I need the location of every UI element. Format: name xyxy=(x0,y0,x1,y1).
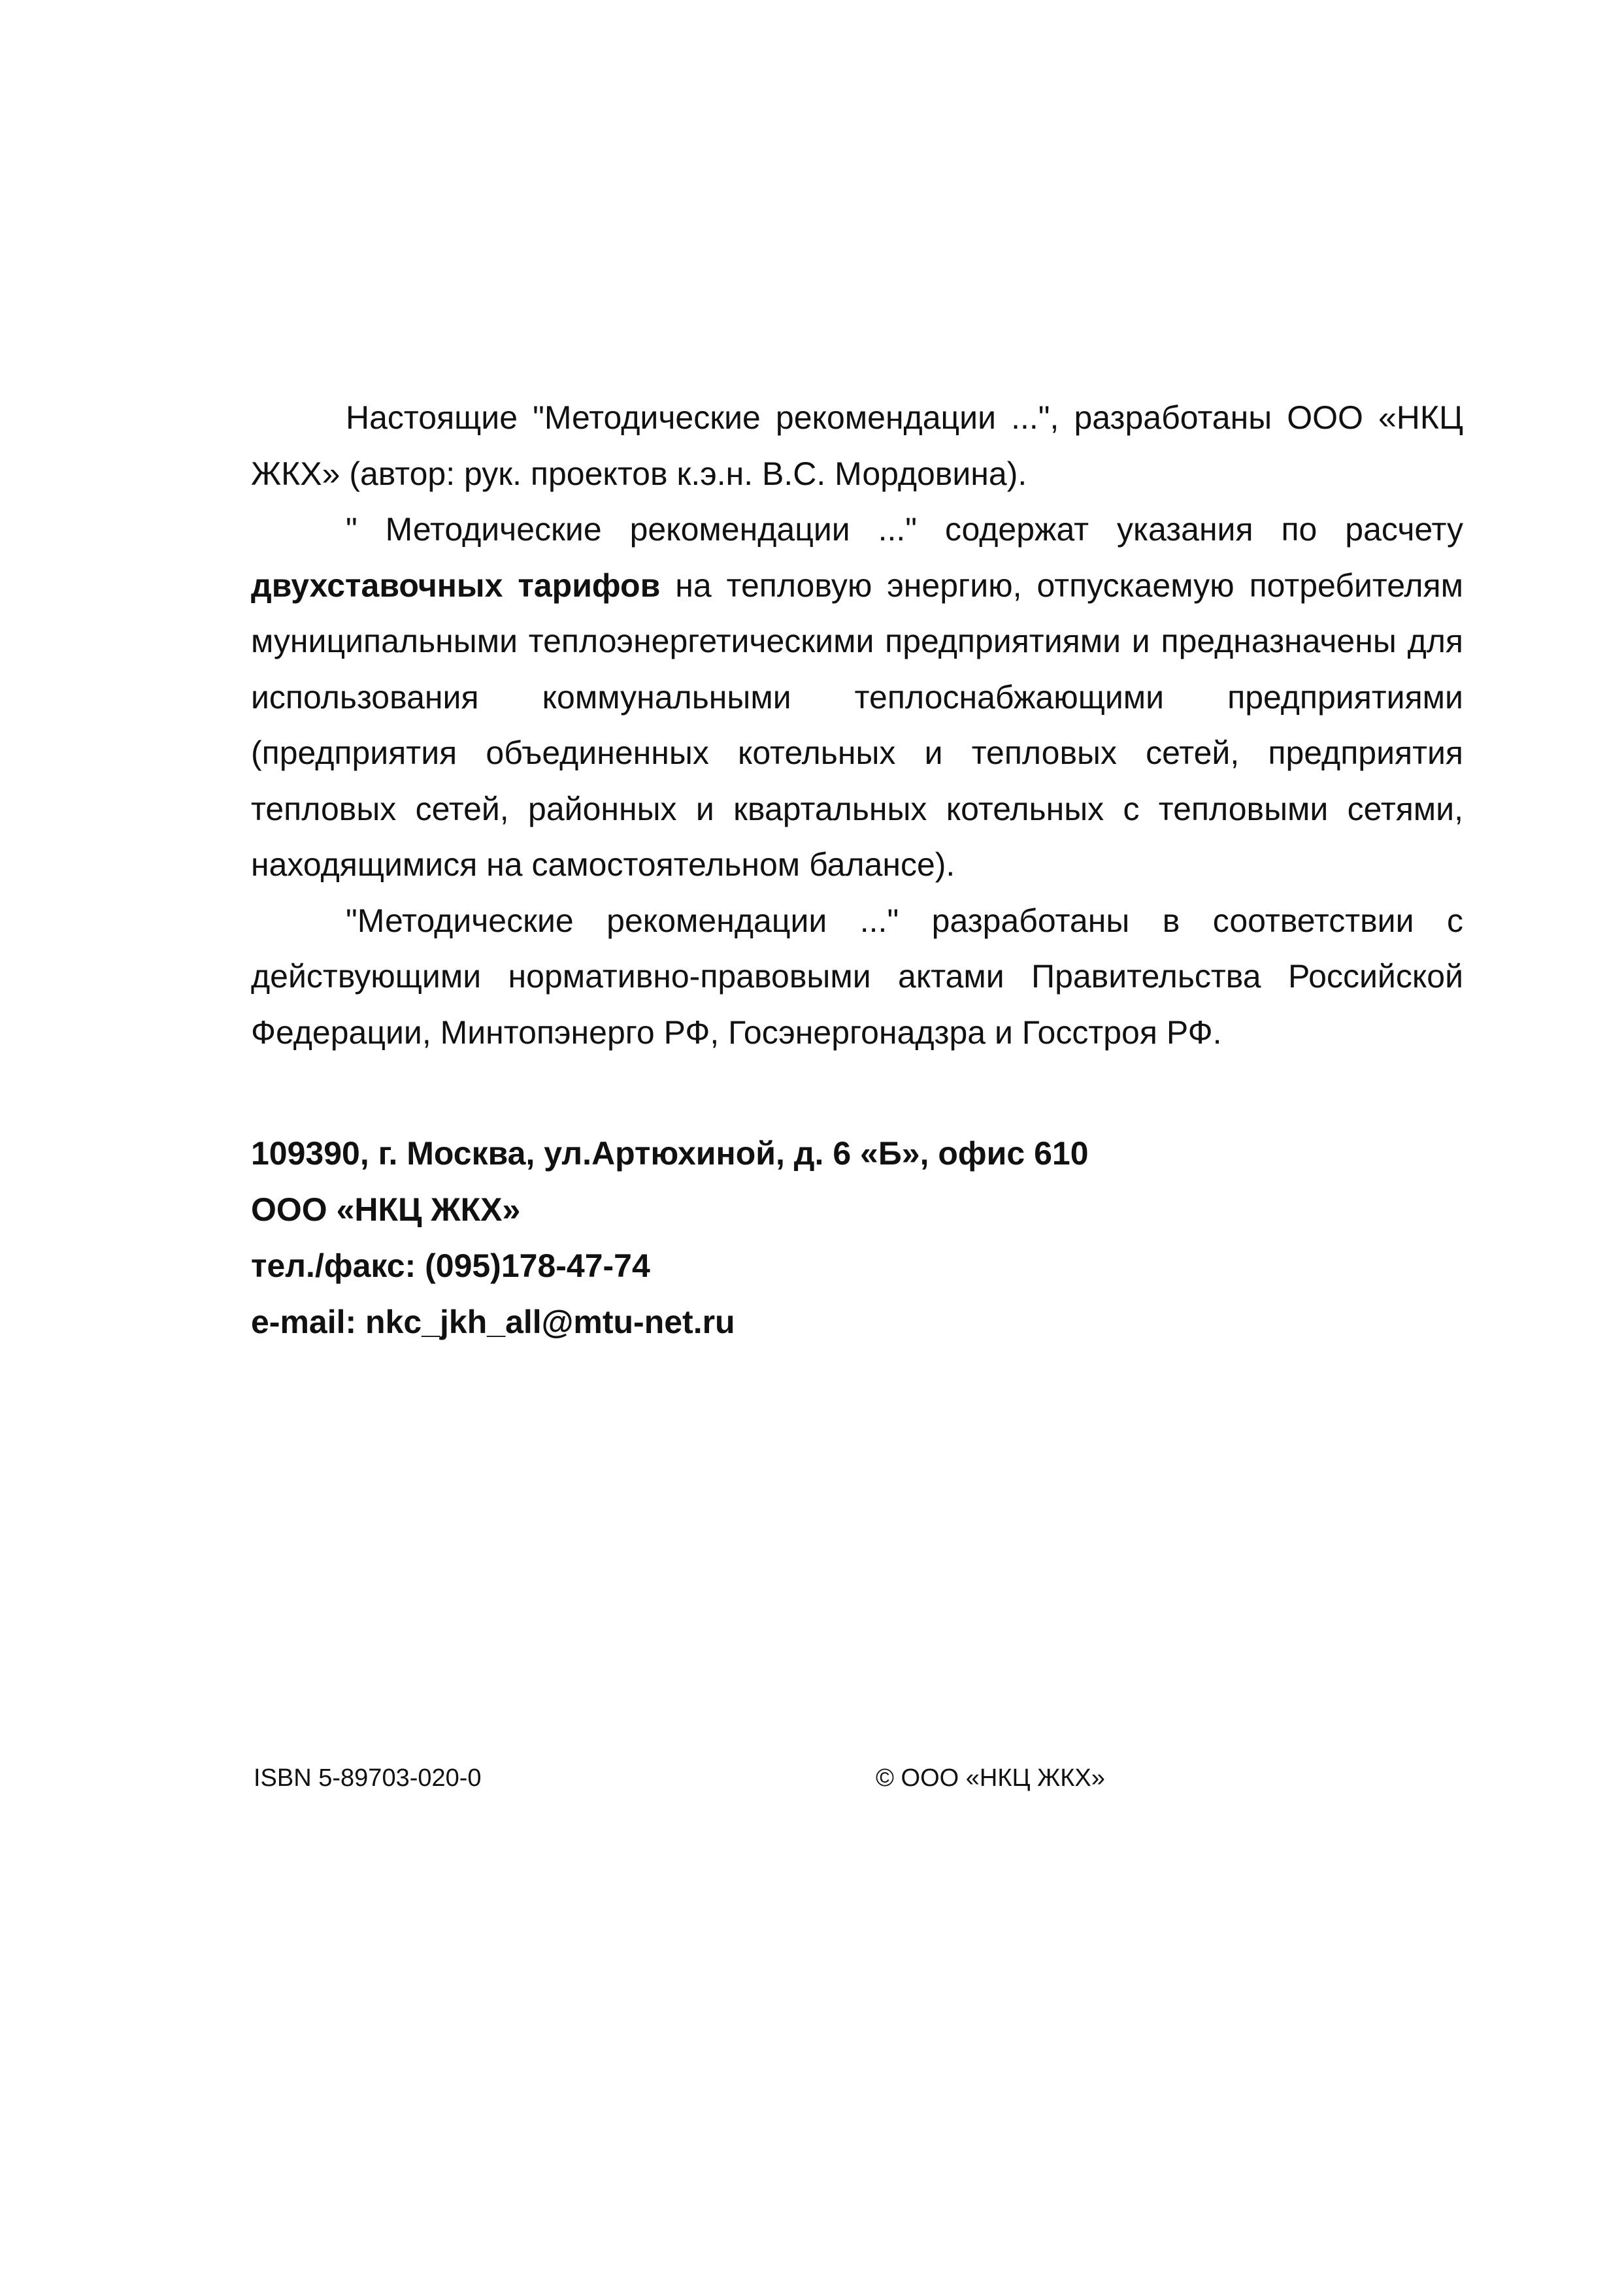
intro-paragraph-3-text: "Методические рекомендации ..." разработаны в соответствии с действующими нормативно-правовыми актами Правительства Российской Федерации, Минтопэнерго РФ, Госэнергонадзра и Госстроя РФ. xyxy=(251,902,1463,1051)
copyright-notice: © ООО «НКЦ ЖКХ» xyxy=(876,1764,1105,1792)
intro-paragraph-1-text: Настоящие "Методические рекомендации ...", разработаны ООО «НКЦ ЖКХ» (автор: рук. проектов к.э.н. В.С. Мордовина). xyxy=(251,399,1463,492)
contact-address: 109390, г. Москва, ул.Артюхиной, д. 6 «Б», офис 610 xyxy=(251,1135,1089,1172)
contact-block xyxy=(251,1125,1089,1350)
contact-organization: ООО «НКЦ ЖКХ» xyxy=(251,1191,521,1228)
isbn-number: ISBN 5-89703-020-0 xyxy=(254,1764,482,1792)
intro-paragraph-3 xyxy=(251,893,1463,1061)
intro-paragraph-2-emphasis: двухставочных тарифов xyxy=(251,567,661,604)
intro-paragraph-2-end: на тепловую энергию, отпускаемую потребителям муниципальными теплоэнергетическими предприятиями и предназначены для использования коммунальными теплоснабжающими предприятиями (предприятия объединенных котельных и тепловых сетей, предприятия тепловых сетей, районных и квартальных котельных с тепловыми сетями, находящимися на самостоятельном балансе). xyxy=(251,567,1463,883)
intro-paragraph-2 xyxy=(251,502,1463,893)
intro-paragraph-1 xyxy=(251,390,1463,502)
intro-text xyxy=(251,390,1463,1061)
contact-email: e-mail: nkc_jkh_all@mtu-net.ru xyxy=(251,1304,735,1340)
contact-phone: тел./факс: (095)178-47-74 xyxy=(251,1247,650,1284)
intro-paragraph-2-start: " Методические рекомендации ..." содержат указания по расчету xyxy=(346,511,1463,548)
